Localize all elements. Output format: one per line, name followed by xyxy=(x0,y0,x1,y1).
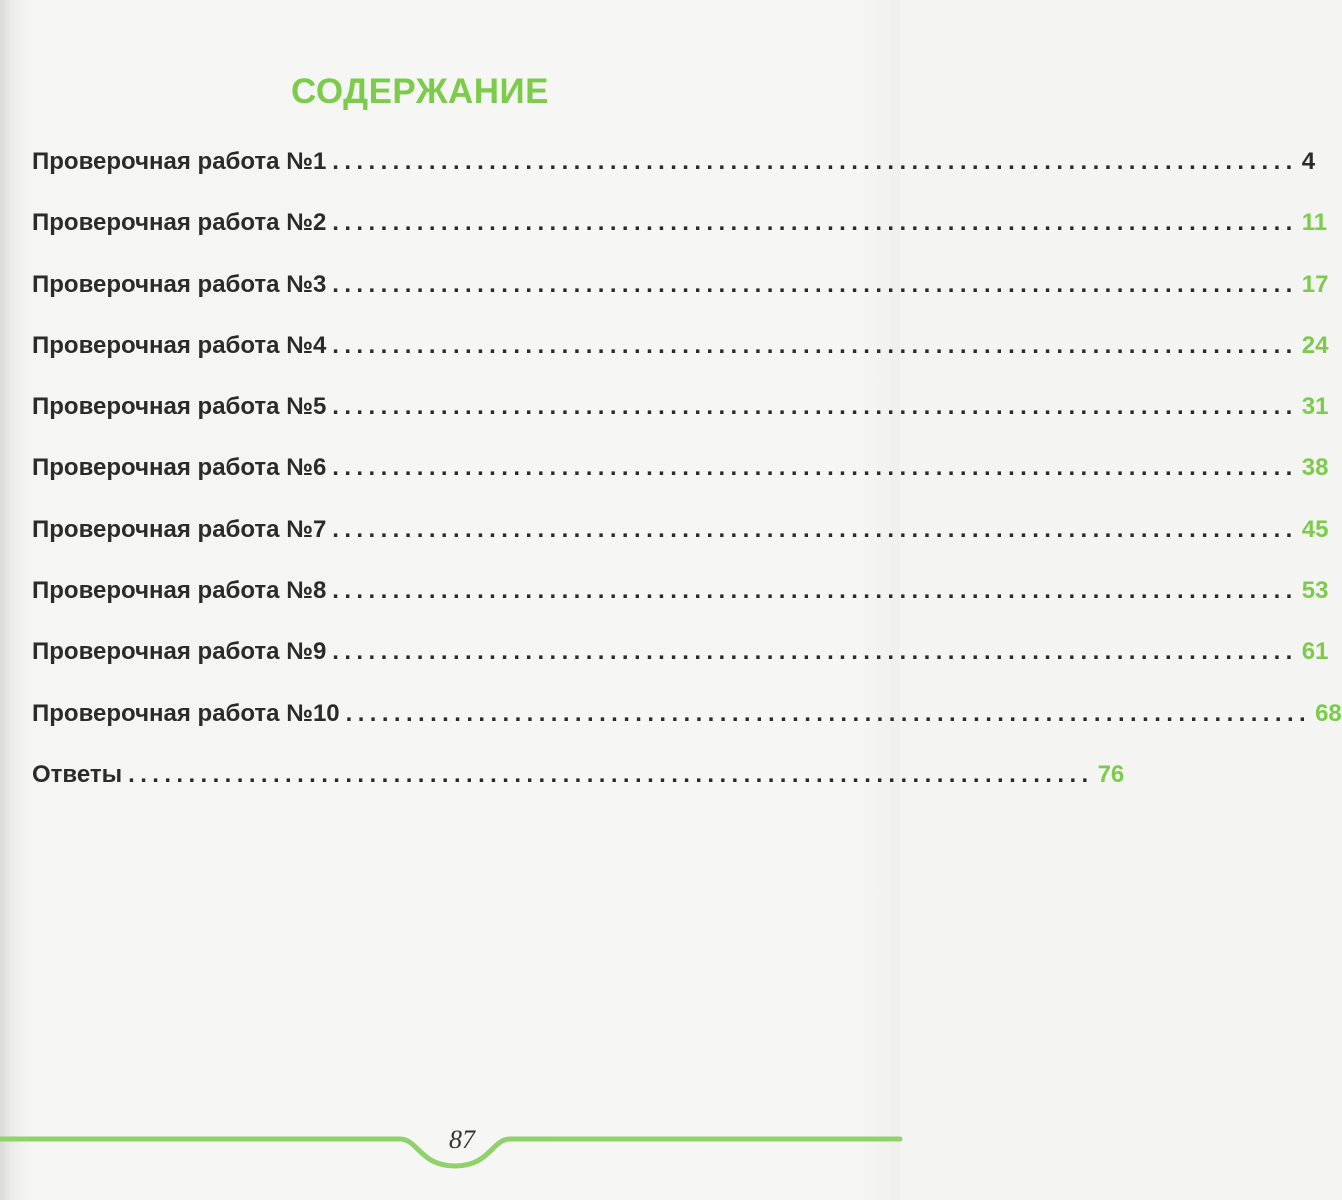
toc-entry[interactable] xyxy=(32,331,1329,393)
dot-leader: ................................................................................ xyxy=(128,760,1094,788)
toc-entry[interactable] xyxy=(32,577,1329,638)
toc-entry-page: 68 xyxy=(1315,699,1342,727)
page-title: СОДЕРЖАНИЕ xyxy=(290,72,549,111)
toc-entry-page: 4 xyxy=(1301,148,1316,175)
toc-entry-page: 24 xyxy=(1301,331,1329,359)
dot-leader: ................................................................................ xyxy=(332,331,1298,359)
dot-leader: ................................................................................ xyxy=(332,148,1298,175)
toc-entry-label: Проверочная работа №7 xyxy=(32,515,327,543)
toc-entry-page: 17 xyxy=(1301,270,1329,298)
toc-entry-label: Проверочная работа №6 xyxy=(32,454,327,482)
dot-leader: ................................................................................ xyxy=(332,209,1298,237)
dot-leader: ................................................................................ xyxy=(332,515,1298,543)
toc-entry[interactable] xyxy=(32,699,1342,761)
toc-entry-page: 45 xyxy=(1301,515,1329,543)
toc-entry-label: Проверочная работа №3 xyxy=(32,270,327,298)
dot-leader: ................................................................................ xyxy=(332,577,1298,605)
toc-entry-page: 53 xyxy=(1301,577,1329,605)
toc-entry-label: Проверочная работа №8 xyxy=(32,577,327,605)
toc-entry-label: Проверочная работа №10 xyxy=(32,699,340,727)
dot-leader: ................................................................................ xyxy=(332,270,1298,298)
dot-leader: ................................................................................ xyxy=(332,393,1298,421)
toc-entry[interactable] xyxy=(32,209,1328,270)
toc-entry[interactable] xyxy=(32,454,1329,515)
toc-entry[interactable] xyxy=(32,148,1316,209)
dot-leader: ................................................................................ xyxy=(332,638,1298,666)
toc-entry[interactable] xyxy=(32,270,1329,332)
toc-entry-page: 61 xyxy=(1301,638,1329,666)
toc-entry-label: Проверочная работа №1 xyxy=(32,148,327,175)
toc-entry-label: Ответы xyxy=(32,760,123,788)
toc-entry-page: 11 xyxy=(1301,209,1328,237)
dot-leader: ................................................................................ xyxy=(332,454,1298,482)
table-of-contents xyxy=(32,148,1342,822)
toc-entry-page: 76 xyxy=(1097,760,1125,788)
toc-entry-label: Проверочная работа №2 xyxy=(32,209,327,237)
toc-entry-label: Проверочная работа №9 xyxy=(32,638,327,666)
toc-entry[interactable] xyxy=(32,760,1125,822)
page-number: 87 xyxy=(449,1125,475,1154)
toc-entry[interactable] xyxy=(32,515,1329,577)
toc-entry[interactable] xyxy=(32,638,1329,699)
toc-entry-page: 38 xyxy=(1301,454,1329,482)
dot-leader: ................................................................................ xyxy=(345,699,1312,727)
toc-entry-page: 31 xyxy=(1301,393,1329,421)
toc-entry-label: Проверочная работа №5 xyxy=(32,393,327,421)
toc-entry[interactable] xyxy=(32,393,1329,454)
toc-entry-label: Проверочная работа №4 xyxy=(32,331,327,359)
